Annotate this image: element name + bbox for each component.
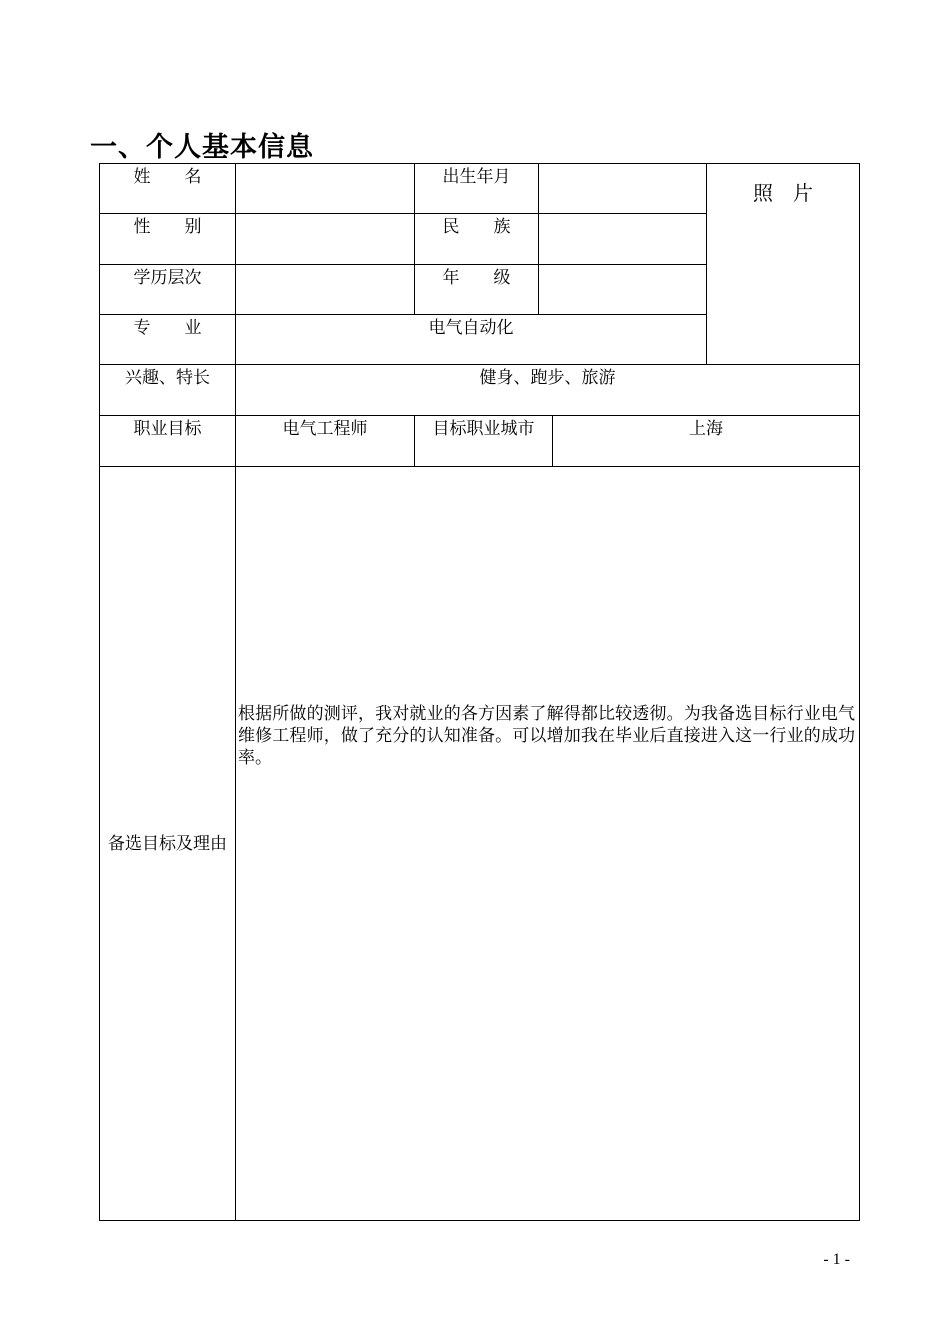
career-goal-label: 职业目标 [133,419,202,439]
birth-field[interactable] [539,164,706,213]
major-value: 电气自动化 [428,318,514,338]
career-goal-value: 电气工程师 [282,419,368,439]
name-label: 姓 名 [133,167,202,187]
alt-goal-paragraph: 根据所做的测评，我对就业的各方因素了解得都比较透彻。为我备选目标行业电气维修工程师，做了充分的认知准备。可以增加我在毕业后直接进入这一行业的成功率。 [238,703,855,768]
education-field[interactable] [236,265,414,314]
birth-label: 出生年月 [442,167,511,187]
target-city-label: 目标职业城市 [432,419,535,439]
interests-label: 兴趣、特长 [125,368,210,388]
table-rule [859,163,860,1221]
alt-goal-label: 备选目标及理由 [108,833,227,854]
alt-goal-text [236,467,859,1220]
grade-field[interactable] [539,265,706,314]
table-rule [99,1220,860,1221]
page-number: - 1 - [823,1251,850,1268]
ethnicity-field[interactable] [539,214,706,264]
photo-box: 照 片 [753,181,813,205]
ethnicity-label: 民 族 [442,217,511,237]
grade-label: 年 级 [442,268,511,288]
target-city-value: 上海 [689,419,723,439]
section-title: 一、个人基本信息 [90,132,314,163]
name-field[interactable] [236,164,414,213]
interests-value: 健身、跑步、旅游 [479,368,616,388]
gender-field[interactable] [236,214,414,264]
major-label: 专 业 [133,318,202,338]
gender-label: 性 别 [133,217,202,237]
education-label: 学历层次 [133,268,202,288]
